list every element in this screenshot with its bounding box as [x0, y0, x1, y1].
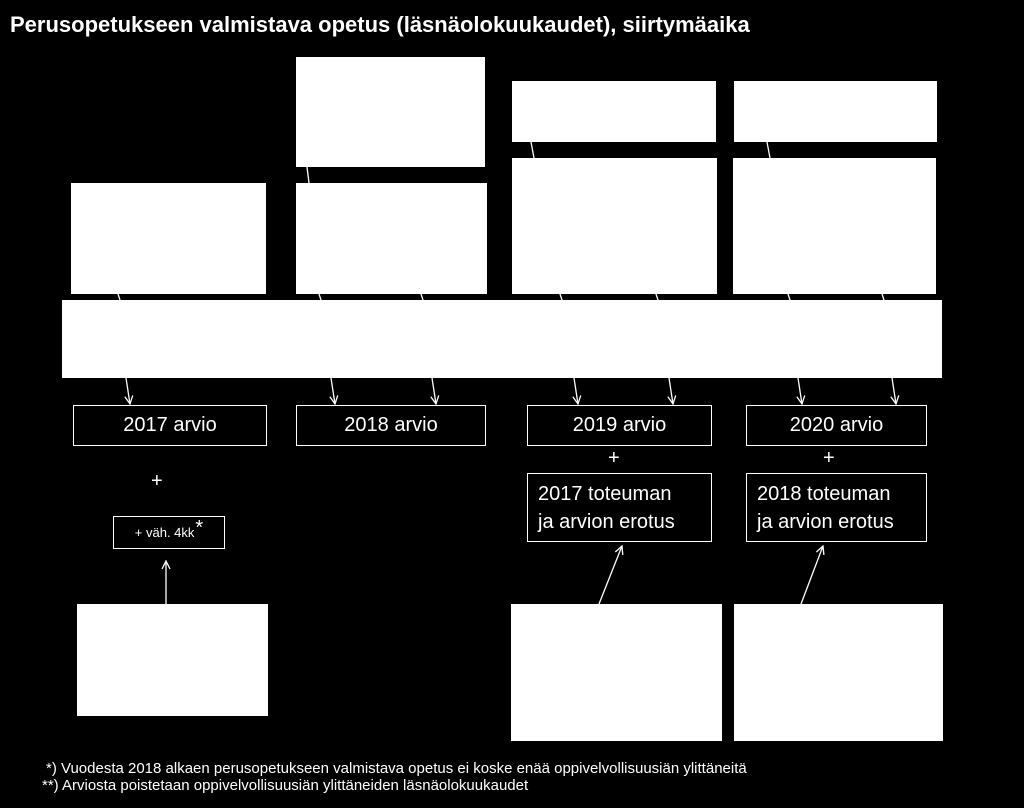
- arrow-up: [599, 546, 622, 604]
- arrow-down: [574, 378, 578, 404]
- arrow-down: [798, 378, 802, 404]
- estimate-label: 2020 arvio: [789, 414, 884, 436]
- difference-line-2: ja arvion erotus: [757, 510, 894, 533]
- connector-line: [767, 142, 770, 158]
- difference-line-1: 2017 toteuman: [538, 482, 672, 505]
- arrow-down: [892, 378, 896, 404]
- arrow-down: [331, 378, 335, 404]
- connector-line: [788, 294, 790, 300]
- plus-sign-2017: +: [151, 470, 163, 492]
- estimate-label: 2018 arvio: [344, 414, 438, 436]
- connector-line: [319, 294, 321, 300]
- arrow-down: [432, 378, 436, 404]
- estimate-label: 2017 arvio: [123, 414, 217, 436]
- footnote-star: *: [195, 517, 204, 539]
- difference-line-2: ja arvion erotus: [538, 510, 675, 533]
- arrow-down: [126, 378, 130, 404]
- footnote-1: *) Vuodesta 2018 alkaen perusopetukseen valmistava opetus ei koske enää oppivelvollisuusiän ylittäneitä: [46, 760, 747, 777]
- arrow-down: [669, 378, 673, 404]
- estimate-label: 2019 arvio: [572, 414, 667, 436]
- connector-line: [421, 294, 423, 300]
- connector-line: [560, 294, 562, 300]
- connector-line: [118, 294, 120, 300]
- connector-line: [307, 167, 309, 183]
- difference-line-1: 2018 toteuman: [757, 482, 891, 505]
- min-months-text: + väh. 4kk: [134, 525, 195, 540]
- footnote-2: **) Arviosta poistetaan oppivelvollisuusiän ylittäneiden läsnäolokuukaudet: [42, 777, 529, 794]
- arrow-up: [801, 546, 823, 604]
- plus-sign-2019: +: [608, 447, 620, 469]
- plus-sign-2020: +: [823, 447, 835, 469]
- page-title: Perusopetukseen valmistava opetus (läsnäolokuukaudet), siirtymäaika: [10, 12, 750, 37]
- connector-line: [882, 294, 884, 300]
- connector-line: [656, 294, 658, 300]
- connector-line: [531, 142, 534, 158]
